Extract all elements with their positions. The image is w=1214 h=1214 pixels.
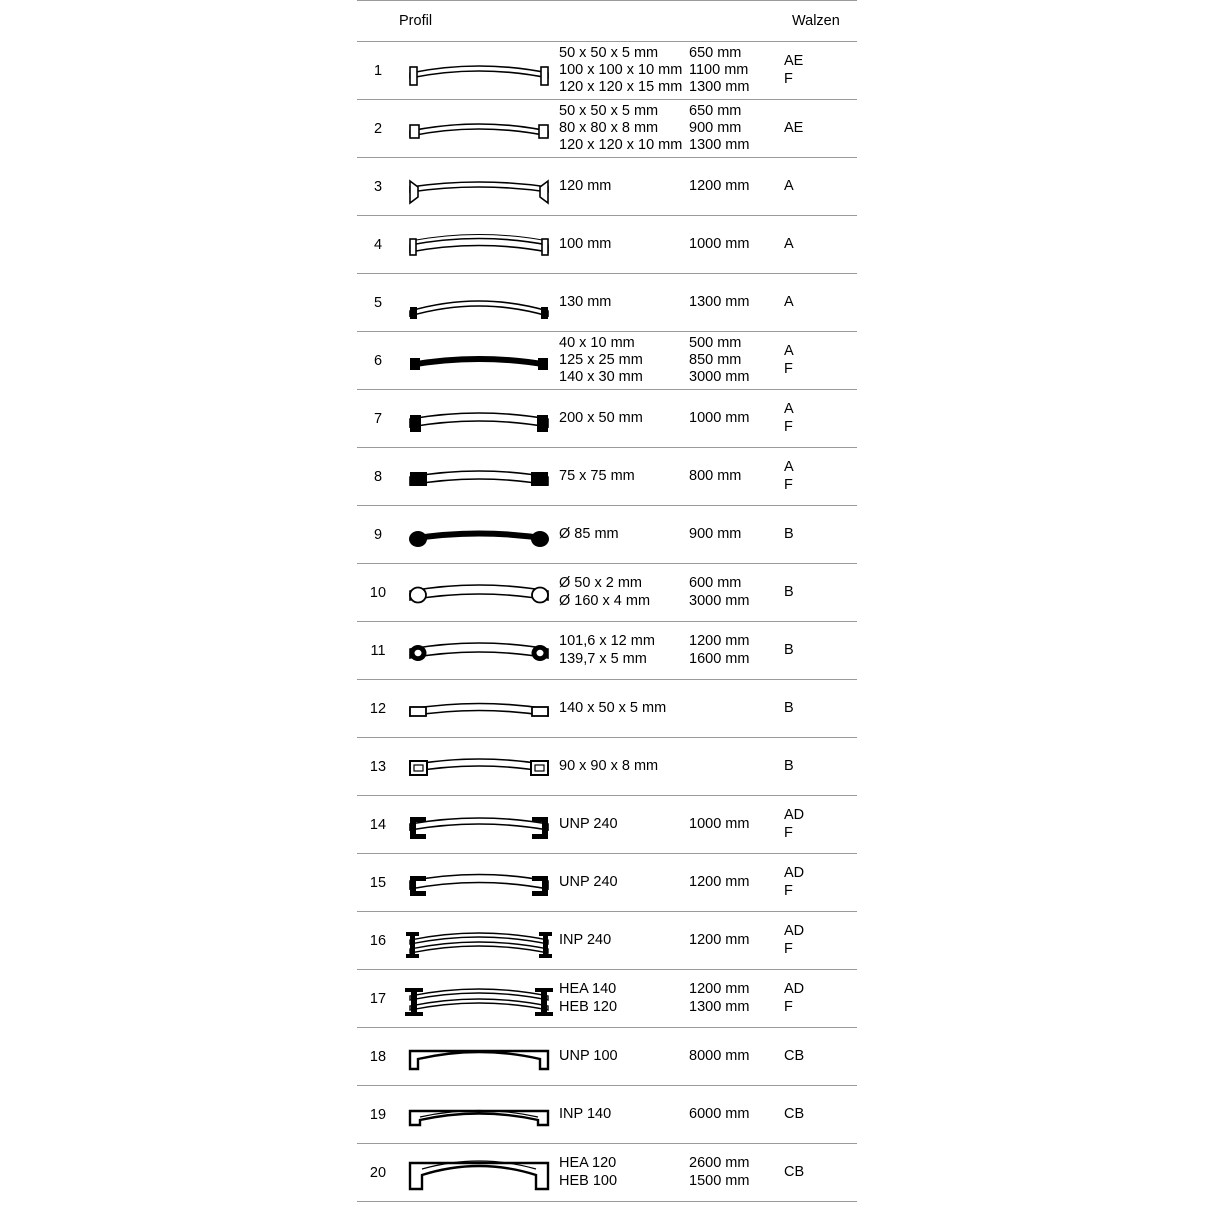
table-row xyxy=(357,100,857,158)
solid-flat-curve-icon xyxy=(399,332,559,390)
roll-codes: A xyxy=(784,158,857,216)
solid-square-curve-icon xyxy=(399,448,559,506)
row-number: 9 xyxy=(357,506,399,564)
profile-length: 1200 mm xyxy=(689,854,784,912)
profile-length: 600 mm 3000 mm xyxy=(689,564,784,622)
solid-rect-curve-icon xyxy=(399,390,559,448)
profile-length: 900 mm xyxy=(689,506,784,564)
table-row xyxy=(357,854,857,912)
roll-codes: B xyxy=(784,622,857,680)
channel-legs-out-curve-icon xyxy=(399,796,559,854)
table-row xyxy=(357,912,857,970)
profile-specification-table xyxy=(357,0,857,1202)
row-number: 13 xyxy=(357,738,399,796)
row-number: 19 xyxy=(357,1086,399,1144)
channel-hard-way-curve-icon xyxy=(399,1028,559,1086)
profile-dimensions: 130 mm xyxy=(559,274,689,332)
profile-dimensions: HEA 140 HEB 120 xyxy=(559,970,689,1028)
row-number: 10 xyxy=(357,564,399,622)
profile-dimensions: 140 x 50 x 5 mm xyxy=(559,680,689,738)
roll-codes: CB xyxy=(784,1028,857,1086)
row-number: 8 xyxy=(357,448,399,506)
profile-dimensions: Ø 50 x 2 mm Ø 160 x 4 mm xyxy=(559,564,689,622)
profile-length: 1000 mm xyxy=(689,796,784,854)
roll-codes: B xyxy=(784,680,857,738)
profile-dimensions: UNP 240 xyxy=(559,854,689,912)
profile-length: 500 mm 850 mm 3000 mm xyxy=(689,332,784,390)
roll-codes: AD F xyxy=(784,970,857,1028)
row-number: 18 xyxy=(357,1028,399,1086)
row-number: 16 xyxy=(357,912,399,970)
round-tube-curve-icon xyxy=(399,564,559,622)
round-tube-thick-curve-icon xyxy=(399,622,559,680)
row-number: 14 xyxy=(357,796,399,854)
roll-codes: AE F xyxy=(784,42,857,100)
row-number: 3 xyxy=(357,158,399,216)
row-number: 1 xyxy=(357,42,399,100)
table-row xyxy=(357,622,857,680)
table-row xyxy=(357,970,857,1028)
header-length xyxy=(689,1,784,42)
roll-codes: B xyxy=(784,738,857,796)
angle-leg-in-curve-icon xyxy=(399,100,559,158)
profile-dimensions: INP 140 xyxy=(559,1086,689,1144)
table-row xyxy=(357,42,857,100)
flat-bar-face-curve-in-icon xyxy=(399,216,559,274)
channel-legs-in-curve-icon xyxy=(399,854,559,912)
profile-length: 1000 mm xyxy=(689,390,784,448)
header-profil: Profil xyxy=(399,1,559,42)
row-number: 12 xyxy=(357,680,399,738)
profile-dimensions: INP 240 xyxy=(559,912,689,970)
table-row xyxy=(357,274,857,332)
roll-codes: AD F xyxy=(784,796,857,854)
profile-dimensions: 50 x 50 x 5 mm 80 x 80 x 8 mm 120 x 120 x 10 mm xyxy=(559,100,689,158)
h-beam-hard-way-curve-icon xyxy=(399,1144,559,1202)
solid-round-curve-icon xyxy=(399,506,559,564)
i-beam-hard-way-curve-icon xyxy=(399,1086,559,1144)
profile-dimensions: 75 x 75 mm xyxy=(559,448,689,506)
row-number: 5 xyxy=(357,274,399,332)
profile-dimensions: 50 x 50 x 5 mm 100 x 100 x 10 mm 120 x 120 x 15 mm xyxy=(559,42,689,100)
profile-length: 1200 mm 1600 mm xyxy=(689,622,784,680)
profile-length: 1000 mm xyxy=(689,216,784,274)
table-header-row xyxy=(357,1,857,42)
profile-table-container xyxy=(357,0,857,1202)
table-row xyxy=(357,1144,857,1202)
profile-dimensions: UNP 240 xyxy=(559,796,689,854)
table-row xyxy=(357,738,857,796)
roll-codes: A xyxy=(784,216,857,274)
roll-codes: A F xyxy=(784,332,857,390)
profile-length: 1200 mm xyxy=(689,912,784,970)
profile-length: 800 mm xyxy=(689,448,784,506)
profile-dimensions: Ø 85 mm xyxy=(559,506,689,564)
square-tube-curve-icon xyxy=(399,738,559,796)
roll-codes: AE xyxy=(784,100,857,158)
table-body xyxy=(357,42,857,1202)
table-row xyxy=(357,506,857,564)
roll-codes: A F xyxy=(784,448,857,506)
row-number: 6 xyxy=(357,332,399,390)
angle-leg-out-curve-icon xyxy=(399,42,559,100)
profile-dimensions: 200 x 50 mm xyxy=(559,390,689,448)
profile-length xyxy=(689,680,784,738)
roll-codes: AD F xyxy=(784,912,857,970)
roll-codes: B xyxy=(784,564,857,622)
roll-codes: B xyxy=(784,506,857,564)
row-number: 20 xyxy=(357,1144,399,1202)
profile-dimensions: 101,6 x 12 mm 139,7 x 5 mm xyxy=(559,622,689,680)
profile-length: 1200 mm 1300 mm xyxy=(689,970,784,1028)
profile-dimensions: 40 x 10 mm 125 x 25 mm 140 x 30 mm xyxy=(559,332,689,390)
row-number: 15 xyxy=(357,854,399,912)
table-row xyxy=(357,564,857,622)
header-dimensions xyxy=(559,1,689,42)
row-number: 7 xyxy=(357,390,399,448)
profile-length: 650 mm 900 mm 1300 mm xyxy=(689,100,784,158)
table-row xyxy=(357,216,857,274)
table-row xyxy=(357,158,857,216)
table-row xyxy=(357,390,857,448)
header-walzen: Walzen xyxy=(784,1,857,42)
table-row xyxy=(357,332,857,390)
table-row xyxy=(357,448,857,506)
row-number: 17 xyxy=(357,970,399,1028)
profile-length: 8000 mm xyxy=(689,1028,784,1086)
i-beam-curve-icon xyxy=(399,912,559,970)
profile-dimensions: UNP 100 xyxy=(559,1028,689,1086)
header-number xyxy=(357,1,399,42)
profile-dimensions: 100 mm xyxy=(559,216,689,274)
profile-dimensions: 90 x 90 x 8 mm xyxy=(559,738,689,796)
row-number: 4 xyxy=(357,216,399,274)
profile-length: 6000 mm xyxy=(689,1086,784,1144)
profile-dimensions: HEA 120 HEB 100 xyxy=(559,1144,689,1202)
row-number: 2 xyxy=(357,100,399,158)
profile-length: 2600 mm 1500 mm xyxy=(689,1144,784,1202)
h-beam-curve-icon xyxy=(399,970,559,1028)
flat-bar-face-curve-out-icon xyxy=(399,274,559,332)
profile-length: 1300 mm xyxy=(689,274,784,332)
roll-codes: CB xyxy=(784,1086,857,1144)
profile-dimensions: 120 mm xyxy=(559,158,689,216)
profile-length: 1200 mm xyxy=(689,158,784,216)
table-row xyxy=(357,680,857,738)
roll-codes: A xyxy=(784,274,857,332)
roll-codes: AD F xyxy=(784,854,857,912)
profile-length: 650 mm 1100 mm 1300 mm xyxy=(689,42,784,100)
table-row xyxy=(357,796,857,854)
flat-bar-edge-curve-icon xyxy=(399,158,559,216)
profile-length xyxy=(689,738,784,796)
roll-codes: A F xyxy=(784,390,857,448)
row-number: 11 xyxy=(357,622,399,680)
rect-tube-flat-curve-icon xyxy=(399,680,559,738)
table-row xyxy=(357,1086,857,1144)
roll-codes: CB xyxy=(784,1144,857,1202)
table-row xyxy=(357,1028,857,1086)
